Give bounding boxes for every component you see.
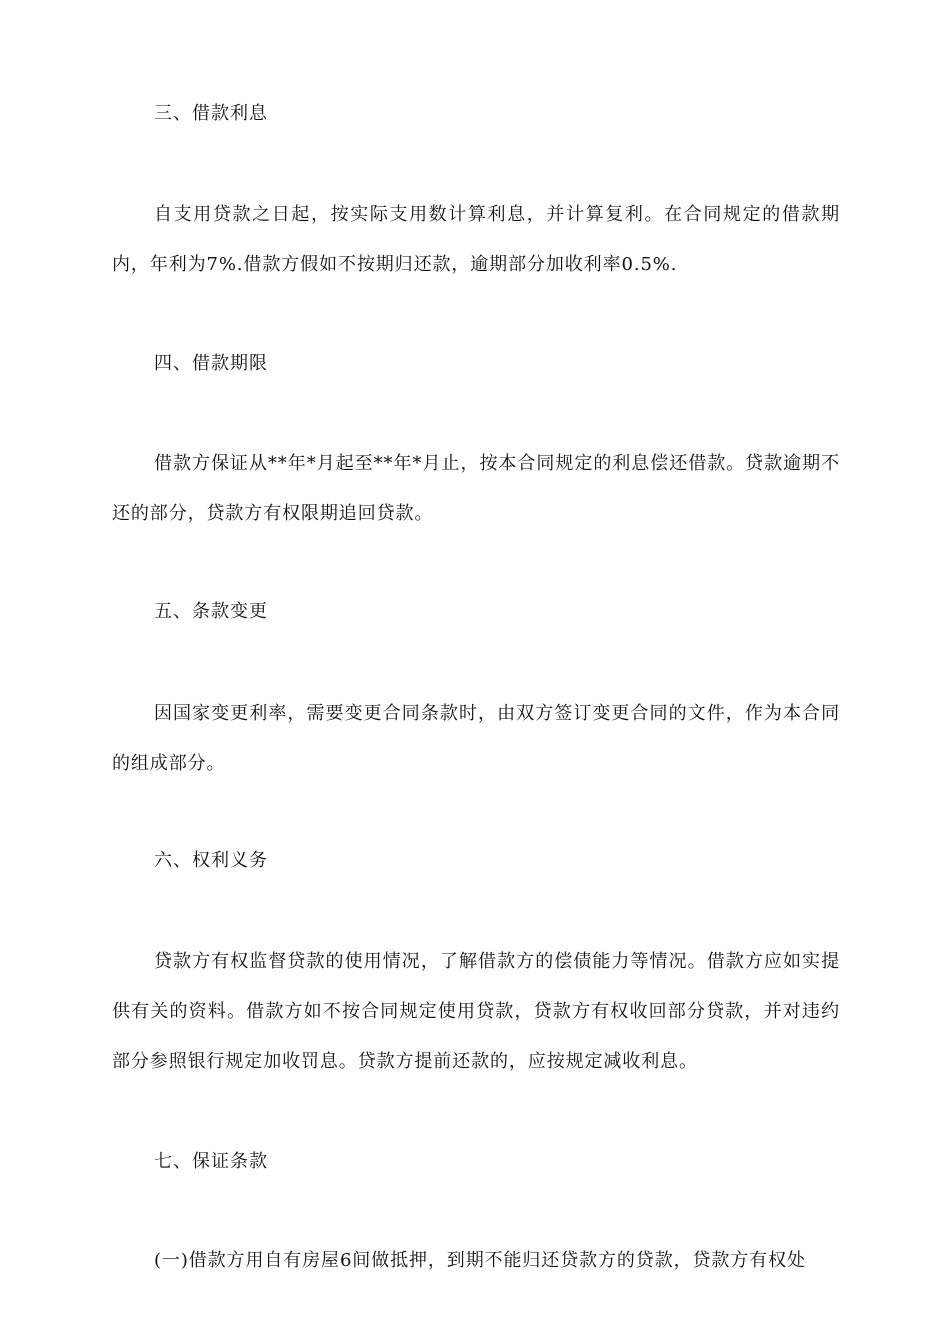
section-heading-term: 四、借款期限 (154, 353, 268, 374)
section-heading-rights: 六、权利义务 (154, 850, 268, 871)
section-heading-interest: 三、借款利息 (154, 103, 268, 124)
section-body-amendment: 因国家变更利率，需要变更合同条款时，由双方签订变更合同的文件，作为本合同的组成部分。 (112, 703, 840, 774)
section-body-rights: 贷款方有权监督贷款的使用情况，了解借款方的偿债能力等情况。借款方应如实提供有关的资料。借款方如不按合同规定使用贷款，贷款方有权收回部分贷款，并对违约部分参照银行规定加收罚息。贷款方提前还款的，应按规定减收利息。 (112, 951, 840, 1072)
section-body-interest: 自支用贷款之日起，按实际支用数计算利息，并计算复利。在合同规定的借款期内，年利为7%.借款方假如不按期归还款，逾期部分加收利率0.5%. (112, 204, 840, 275)
section-body-guarantee: (一)借款方用自有房屋6间做抵押，到期不能归还贷款方的贷款，贷款方有权处 (154, 1250, 806, 1271)
section-heading-guarantee: 七、保证条款 (154, 1151, 268, 1172)
section-heading-amendment: 五、条款变更 (154, 601, 268, 622)
section-body-term: 借款方保证从**年*月起至**年*月止，按本合同规定的利息偿还借款。贷款逾期不还的部分，贷款方有权限期追回贷款。 (112, 453, 840, 524)
